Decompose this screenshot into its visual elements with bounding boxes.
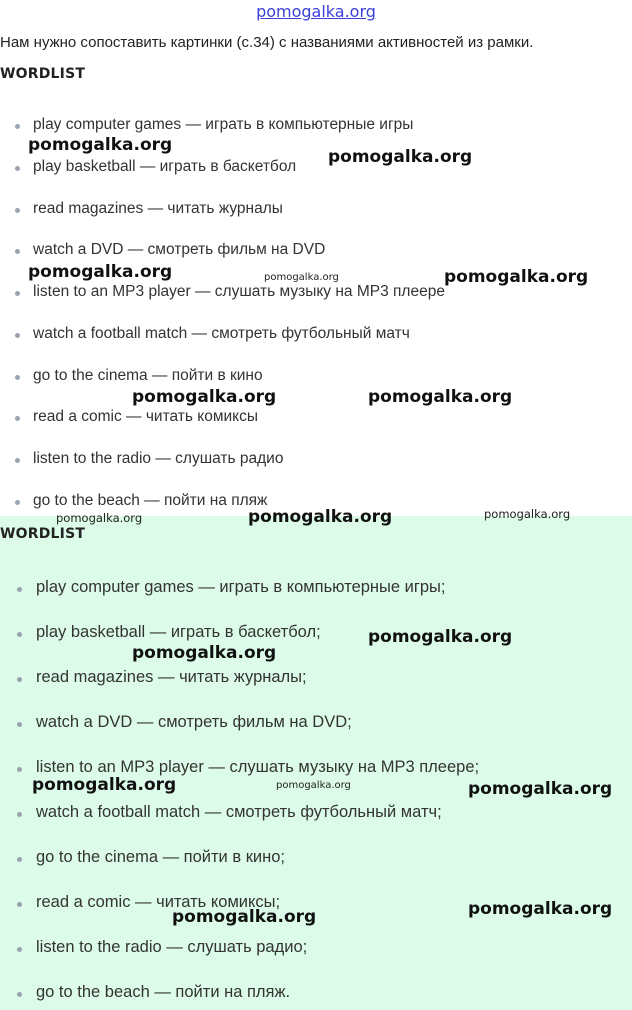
watermark: pomogalka.org: [468, 899, 613, 919]
bullet-icon: [17, 722, 22, 727]
bullet-icon: [15, 458, 20, 463]
site-header-link[interactable]: pomogalka.org: [256, 2, 376, 21]
bullet-icon: [17, 767, 22, 772]
watermark: pomogalka.org: [484, 507, 571, 521]
bullet-icon: [17, 587, 22, 592]
bullet-icon: [15, 124, 20, 129]
bullet-icon: [17, 902, 22, 907]
watermark: pomogalka.org: [32, 775, 177, 795]
bullet-icon: [17, 812, 22, 817]
watermark: pomogalka.org: [132, 643, 277, 663]
wordlist-title-1: WORDLIST: [0, 66, 86, 82]
watermark: pomogalka.org: [264, 272, 339, 283]
bullet-icon: [15, 375, 20, 380]
watermark: pomogalka.org: [444, 267, 589, 287]
bullet-icon: [17, 992, 22, 997]
watermark: pomogalka.org: [172, 907, 317, 927]
watermark: pomogalka.org: [276, 780, 351, 791]
bullet-icon: [17, 677, 22, 682]
watermark: pomogalka.org: [132, 387, 277, 407]
watermark: pomogalka.org: [468, 779, 613, 799]
intro-text: Нам нужно сопоставить картинки (с.34) с названиями активностей из рамки.: [0, 34, 534, 51]
bullet-icon: [15, 166, 20, 171]
bullet-icon: [15, 249, 20, 254]
watermark: pomogalka.org: [28, 262, 173, 282]
watermark: pomogalka.org: [28, 135, 173, 155]
bullet-icon: [17, 857, 22, 862]
bullet-icon: [15, 291, 20, 296]
bullet-icon: [15, 500, 20, 505]
watermark: pomogalka.org: [328, 147, 473, 167]
bullet-icon: [17, 947, 22, 952]
bullet-icon: [17, 632, 22, 637]
watermark: pomogalka.org: [368, 627, 513, 647]
bullet-icon: [15, 333, 20, 338]
watermark: pomogalka.org: [248, 507, 393, 527]
watermark: pomogalka.org: [56, 511, 143, 525]
bullet-icon: [15, 208, 20, 213]
watermark: pomogalka.org: [368, 387, 513, 407]
wordlist-title-2: WORDLIST: [0, 526, 86, 542]
bullet-icon: [15, 416, 20, 421]
